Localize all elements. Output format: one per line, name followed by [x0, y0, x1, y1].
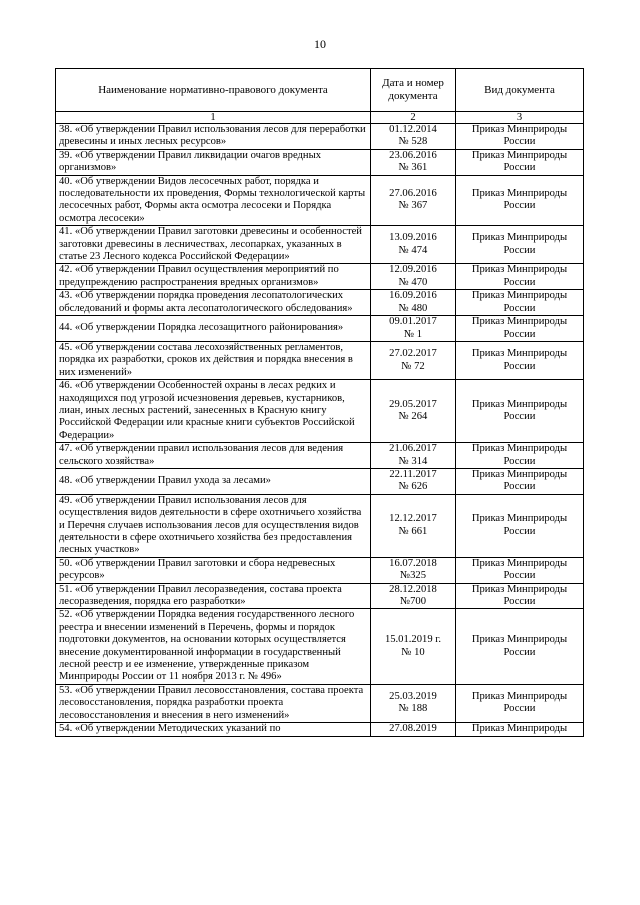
document-name: 38. «Об утверждении Правил использования лесов для переработки древесины и иных лесных ресурсов»	[56, 124, 371, 150]
table-row	[56, 175, 584, 226]
document-date: 16.09.2016	[389, 290, 437, 302]
document-name: 41. «Об утверждении Правил заготовки древесины и особенностей заготовки древесины в лесничествах, лесопарках, указанных в статье 23 Лесного кодекса Российской Федерации»	[56, 226, 371, 264]
document-type: Приказ Минприроды России	[456, 124, 584, 150]
table-row	[56, 316, 584, 342]
document-name: 47. «Об утверждении правил использования лесов для ведения сельского хозяйства»	[56, 443, 371, 469]
document-date-number	[371, 264, 456, 290]
document-date-number	[371, 557, 456, 583]
document-number: № 470	[398, 276, 428, 288]
document-date: 27.08.2019	[389, 723, 437, 735]
document-date: 13.09.2016	[389, 232, 437, 244]
document-number: № 626	[398, 481, 428, 493]
document-date-number	[371, 443, 456, 469]
document-number: № 188	[398, 703, 428, 715]
document-type: Приказ Минприроды России	[456, 175, 584, 226]
document-number: № 528	[398, 136, 428, 148]
table-header-row	[56, 69, 584, 112]
document-date-number	[371, 583, 456, 609]
table-row	[56, 723, 584, 736]
document-type: Приказ Минприроды России	[456, 583, 584, 609]
table-row	[56, 583, 584, 609]
document-name: 44. «Об утверждении Порядка лесозащитного районирования»	[56, 316, 371, 342]
column-number: 1	[56, 112, 371, 124]
table-row	[56, 443, 584, 469]
document-type: Приказ Минприроды России	[456, 609, 584, 684]
document-date-number	[371, 380, 456, 443]
table-row	[56, 290, 584, 316]
document-date-number	[371, 175, 456, 226]
document-type: Приказ Минприроды России	[456, 684, 584, 722]
document-number: № 314	[398, 455, 428, 467]
document-type: Приказ Минприроды России	[456, 149, 584, 175]
document-date-number	[371, 316, 456, 342]
document-number: № 10	[401, 646, 425, 658]
document-name: 53. «Об утверждении Правил лесовосстановления, состава проекта лесовосстановления, порядка разработки проекта лесовосстановления и внесения в него изменений»	[56, 684, 371, 722]
document-type: Приказ Минприроды России	[456, 226, 584, 264]
document-name: 46. «Об утверждении Особенностей охраны в лесах редких и находящихся под угрозой исчезновения деревьев, кустарников, лиан, иных лесных растений, занесенных в Красную книгу Российской Федерации или красные книги субъектов Российской Федерации»	[56, 380, 371, 443]
table-row	[56, 264, 584, 290]
document-name: 45. «Об утверждении состава лесохозяйственных регламентов, порядка их разработки, сроков их действия и порядка внесения в них изменений»	[56, 341, 371, 379]
document-date: 27.06.2016	[389, 188, 437, 200]
document-number: № 661	[398, 525, 428, 537]
document-type: Приказ Минприроды России	[456, 468, 584, 494]
document-type: Приказ Минприроды России	[456, 380, 584, 443]
document-date: 16.07.2018	[389, 557, 437, 569]
document-type: Приказ Минприроды России	[456, 264, 584, 290]
column-number: 3	[456, 112, 584, 124]
document-date-number	[371, 494, 456, 557]
document-number: № 480	[398, 302, 428, 314]
header-type: Вид документа	[456, 69, 584, 112]
document-name: 48. «Об утверждении Правил ухода за лесами»	[56, 468, 371, 494]
document-type: Приказ Минприроды России	[456, 443, 584, 469]
document-name: 39. «Об утверждении Правил ликвидации очагов вредных организмов»	[56, 149, 371, 175]
documents-table	[55, 68, 584, 737]
table-row	[56, 609, 584, 684]
document-date-number	[371, 226, 456, 264]
document-date: 28.12.2018	[389, 583, 437, 595]
document-date-number	[371, 468, 456, 494]
document-name: 40. «Об утверждении Видов лесосечных работ, порядка и последовательности их проведения, Формы технологической карты лесосечных работ, Формы акта осмотра лесосеки и Порядка осмотра лесосеки»	[56, 175, 371, 226]
table-row	[56, 557, 584, 583]
table-row	[56, 124, 584, 150]
document-date-number	[371, 124, 456, 150]
document-type: Приказ Минприроды России	[456, 316, 584, 342]
document-date: 01.12.2014	[389, 124, 437, 135]
table-row	[56, 226, 584, 264]
table-row	[56, 494, 584, 557]
document-type: Приказ Минприроды России	[456, 557, 584, 583]
page-number: 10	[314, 37, 326, 51]
document-date-number	[371, 723, 456, 736]
document-date: 29.05.2017	[389, 398, 437, 410]
document-number: № 474	[398, 244, 428, 256]
document-number: № 367	[398, 200, 428, 212]
document-type: Приказ Минприроды России	[456, 494, 584, 557]
document-name: 51. «Об утверждении Правил лесоразведения, состава проекта лесоразведения, порядка его разработки»	[56, 583, 371, 609]
document-date-number	[371, 341, 456, 379]
column-number: 2	[371, 112, 456, 124]
document-number: № 361	[398, 162, 428, 174]
document-name: 50. «Об утверждении Правил заготовки и сбора недревесных ресурсов»	[56, 557, 371, 583]
column-numbers-row	[56, 112, 584, 124]
document-date: 09.01.2017	[389, 316, 437, 328]
document-date: 25.03.2019	[389, 691, 437, 703]
document-date-number	[371, 684, 456, 722]
document-name: 42. «Об утверждении Правил осуществления мероприятий по предупреждению распространения вредных организмов»	[56, 264, 371, 290]
document-date-number	[371, 290, 456, 316]
document-date: 15.01.2019 г.	[384, 634, 442, 646]
header-date: Дата и номер документа	[371, 69, 456, 112]
document-number: №325	[400, 570, 426, 582]
table-body	[56, 124, 584, 737]
document-name: 43. «Об утверждении порядка проведения лесопатологических обследований и формы акта лесопатологического обследования»	[56, 290, 371, 316]
document-name: 52. «Об утверждении Порядка ведения государственного лесного реестра и внесении изменений в Перечень, формы и порядок подготовки документов, на основании которых осуществляется внесение документированной информации в государственный лесной реестр и ее изменение, утвержденные приказом Минприроды России от 11 ноября 2013 г. № 496»	[56, 609, 371, 684]
table-row	[56, 468, 584, 494]
table-row	[56, 684, 584, 722]
document-type: Приказ Минприроды России	[456, 290, 584, 316]
document-date: 27.02.2017	[389, 348, 437, 360]
table-row	[56, 149, 584, 175]
document-date: 21.06.2017	[389, 443, 437, 455]
document-name: 49. «Об утверждении Правил использования лесов для осуществления видов деятельности в сфере охотничьего хозяйства и Перечня случаев использования лесов для осуществления видов деятельности в сфере охотничьего хозяйства без предоставления лесных участков»	[56, 494, 371, 557]
table-row	[56, 380, 584, 443]
header-name: Наименование нормативно-правового документа	[56, 69, 371, 112]
table-row	[56, 341, 584, 379]
document-name: 54. «Об утверждении Методических указаний по	[56, 723, 371, 736]
document-number: № 264	[398, 411, 428, 423]
document-date-number	[371, 609, 456, 684]
document-date: 12.12.2017	[389, 513, 437, 525]
document-date: 12.09.2016	[389, 264, 437, 276]
document-number: № 72	[401, 360, 425, 372]
document-number: № 1	[403, 328, 423, 340]
document-number: №700	[400, 596, 426, 608]
document-type: Приказ Минприроды России	[456, 341, 584, 379]
document-date: 23.06.2016	[389, 149, 437, 161]
document-date: 22.11.2017	[389, 468, 437, 480]
document-date-number	[371, 149, 456, 175]
document-type: Приказ Минприроды	[456, 723, 584, 736]
